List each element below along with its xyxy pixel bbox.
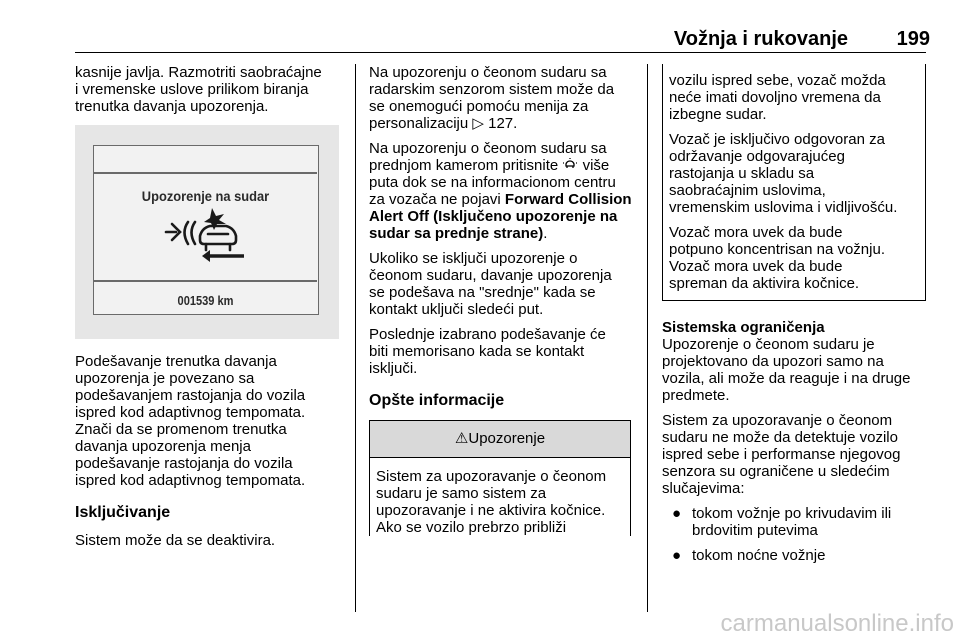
screen-rule-top xyxy=(94,172,317,174)
text-line: podešavanjem rastojanja do vozila xyxy=(75,387,306,404)
column-3 xyxy=(662,64,926,572)
heading-system-limits: Sistemska ograničenja xyxy=(662,319,825,336)
page-number: 199 xyxy=(896,28,930,50)
text-line: Na upozorenju o čeonom sudaru sa xyxy=(369,140,607,157)
text-fragment: prednjom kamerom pritisnite xyxy=(369,157,559,174)
paragraph-deactivate: Sistem može da se deaktivira. xyxy=(75,532,276,549)
screen-title: Upozorenje na sudar xyxy=(141,188,270,204)
collision-warning-icon xyxy=(164,206,254,264)
text-line: senzora su ograničene u sledećim xyxy=(662,463,890,480)
warning-paragraph xyxy=(669,131,919,216)
heading-general-info: Opšte informacije xyxy=(369,392,505,409)
text-line xyxy=(369,191,632,208)
column-divider-1 xyxy=(355,64,356,612)
text-line: biti memorisano kada se kontakt xyxy=(369,343,585,360)
page-title: Vožnja i rukovanje xyxy=(673,28,848,50)
paragraph-setting xyxy=(75,353,343,489)
text-line: Vozač mora uvek da bude xyxy=(669,224,843,241)
list-item xyxy=(662,505,926,539)
warning-box-continued xyxy=(662,64,926,301)
text-line: radarskim senzorom sistem može da xyxy=(369,81,615,98)
text-line: ispred kod adaptivnog tempomata. xyxy=(75,404,306,421)
text-line: izbegne sudar. xyxy=(669,106,767,123)
warning-title-text: Upozorenje xyxy=(468,430,546,447)
text-line: podešavanje rastojanja do vozila xyxy=(75,455,293,472)
text-line: potpuno koncentrisan na vožnju. xyxy=(669,241,885,258)
paragraph-limits-2 xyxy=(662,412,926,497)
text-line: Upozorenje o čeonom sudaru je xyxy=(662,336,875,353)
column-2 xyxy=(369,64,631,536)
text-line xyxy=(369,225,547,242)
text-line: neće imati dovoljno vremena da xyxy=(669,89,881,106)
text-line xyxy=(369,157,609,174)
display-message: Forward Collision xyxy=(504,191,632,208)
text-fragment: više xyxy=(582,157,610,174)
heading-deactivation: Isključivanje xyxy=(75,504,171,521)
text-line: projektovano da upozori samo na xyxy=(662,353,884,370)
column-divider-2 xyxy=(647,64,648,612)
screen-rule-bottom xyxy=(94,280,317,282)
text-line: davanja upozorenja menja xyxy=(75,438,251,455)
text-line: Podešavanje trenutka davanja xyxy=(75,353,277,370)
page-reference-icon: ▷ xyxy=(472,115,484,132)
text-line: rastojanja u skladu sa xyxy=(669,165,815,182)
text-fragment: za vozača ne pojavi xyxy=(369,191,501,208)
header-rule xyxy=(75,52,926,53)
text-line: Sistem za upozoravanje o čeonom xyxy=(662,412,893,429)
page-header xyxy=(0,28,960,52)
text-line: puta dok se na informacionom centru xyxy=(369,174,616,191)
driver-info-screen xyxy=(93,145,319,315)
text-line: ispred kod adaptivnog tempomata. xyxy=(75,472,306,489)
text-line: Sistem za upozoravanje o čeonom xyxy=(376,468,607,485)
text-line: spreman da aktivira kočnice. xyxy=(669,275,860,292)
text-line: Ukoliko se isključi upozorenje o xyxy=(369,250,578,267)
bullet-icon: ● xyxy=(672,505,682,522)
list-item xyxy=(662,547,926,564)
paragraph-limits-1 xyxy=(662,336,926,404)
text-line: slučajevima: xyxy=(662,480,745,497)
display-message: sudar sa prednje strane) xyxy=(369,225,544,242)
warning-paragraph xyxy=(669,72,919,123)
text-line: čeonom sudaru, davanje upozorenja xyxy=(369,267,612,284)
warning-title xyxy=(370,421,630,458)
warning-box xyxy=(369,420,631,536)
text-line: tokom vožnje po krivudavim ili xyxy=(692,505,892,522)
text-line: kontakt uključi sledeći put. xyxy=(369,301,544,318)
text-line: kasnije javlja. Razmotriti saobraćajne xyxy=(75,64,322,81)
text-line: Na upozorenju o čeonom sudaru sa xyxy=(369,64,607,81)
text-line: upozorenja je povezano sa xyxy=(75,370,255,387)
paragraph-camera xyxy=(369,140,631,242)
text-line: Ako se vozilo prebrzo približi xyxy=(376,519,567,536)
watermark: carmanualsonline.info xyxy=(720,610,954,637)
text-line: sudaru ne može da detektuje vozilo xyxy=(662,429,898,446)
warning-icon: ⚠ xyxy=(454,430,469,447)
text-line: vozila, ali može da reaguje i na druge xyxy=(662,370,911,387)
warning-paragraph xyxy=(669,224,919,292)
page-reference[interactable]: 127. xyxy=(488,115,518,132)
text-line: i vremenske uslove prilikom biranja xyxy=(75,81,309,98)
text-line: vremenskim uslovima i vidljivošću. xyxy=(669,199,898,216)
text-line: vozilu ispred sebe, vozač možda xyxy=(669,72,886,89)
paragraph-intro xyxy=(75,64,343,115)
warning-body xyxy=(370,458,630,536)
paragraph-radar xyxy=(369,64,631,132)
text-line: ispred sebe i performanse njegovog xyxy=(662,446,901,463)
text-line: trenutka davanja upozorenja. xyxy=(75,98,269,115)
text-line: održavanje odgovarajućeg xyxy=(669,148,845,165)
display-message: Alert Off (Isključeno upozorenje na xyxy=(369,208,618,225)
text-line: Znači da se promenom trenutka xyxy=(75,421,287,438)
text-line: Vozač je isključivo odgovoran za xyxy=(669,131,885,148)
bullet-icon: ● xyxy=(672,547,682,564)
display-illustration xyxy=(75,125,339,339)
text-fragment: . xyxy=(543,225,548,242)
text-line: predmete. xyxy=(662,387,730,404)
text-line xyxy=(369,115,517,132)
text-line: tokom noćne vožnje xyxy=(692,547,826,564)
text-line: Poslednje izabrano podešavanje će xyxy=(369,326,606,343)
car-sensor-icon xyxy=(562,158,578,170)
paragraph-off xyxy=(369,250,631,318)
text-line: saobraćajnim uslovima, xyxy=(669,182,826,199)
text-line: upozoravanje i ne aktivira kočnice. xyxy=(376,502,606,519)
text-fragment: personalizaciju xyxy=(369,115,469,132)
text-line: brdovitim putevima xyxy=(692,522,818,539)
text-line: sudaru je samo sistem za xyxy=(376,485,547,502)
text-line: isključi. xyxy=(369,360,418,377)
odometer-readout: 001539 km xyxy=(177,293,234,308)
text-line: Vozač mora uvek da bude xyxy=(669,258,843,275)
text-line: se podešava na "srednje" kada se xyxy=(369,284,596,301)
paragraph-memory xyxy=(369,326,631,377)
column-1 xyxy=(75,64,343,557)
text-line: se onemogući pomoću menija za xyxy=(369,98,589,115)
